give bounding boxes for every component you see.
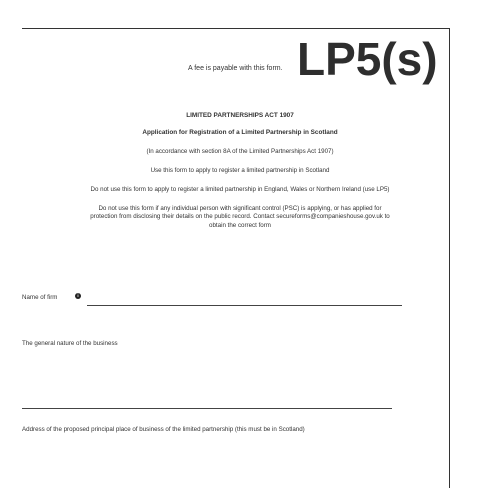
- psc-note-line-3: obtain the correct form: [209, 221, 271, 229]
- page-frame: [22, 28, 450, 488]
- info-icon: i: [75, 293, 81, 299]
- business-nature-label: The general nature of the business: [22, 340, 118, 347]
- accordance-note: (In accordance with section 8A of the Limited Partnerships Act 1907): [146, 148, 334, 155]
- act-heading: LIMITED PARTNERSHIPS ACT 1907: [186, 112, 294, 119]
- use-note: Use this form to apply to register a limited partnership in Scotland: [150, 167, 330, 174]
- not-use-note: Do not use this form to apply to register a limited partnership in England, Wales or Northern Ireland (use LP5): [90, 186, 390, 193]
- form-title: Application for Registration of a Limited Partnership in Scotland: [142, 129, 338, 136]
- principal-address-label: Address of the proposed principal place of business of the limited partnership (this must be in Scotland): [22, 426, 305, 433]
- form-code-title: LP5(s): [297, 33, 438, 85]
- business-nature-field[interactable]: [22, 408, 392, 409]
- firm-name-field[interactable]: [87, 305, 402, 306]
- fee-note: A fee is payable with this form.: [188, 65, 283, 72]
- psc-note-line-1: Do not use this form if any individual person with significant control (PSC) is applying, or has applied for: [98, 205, 382, 212]
- firm-name-label: Name of firm: [22, 294, 58, 301]
- psc-note-line-2: protection from disclosing their details on the public record. Contact secureforms@companieshouse.gov.uk to: [90, 213, 390, 221]
- psc-note: [40, 205, 440, 230]
